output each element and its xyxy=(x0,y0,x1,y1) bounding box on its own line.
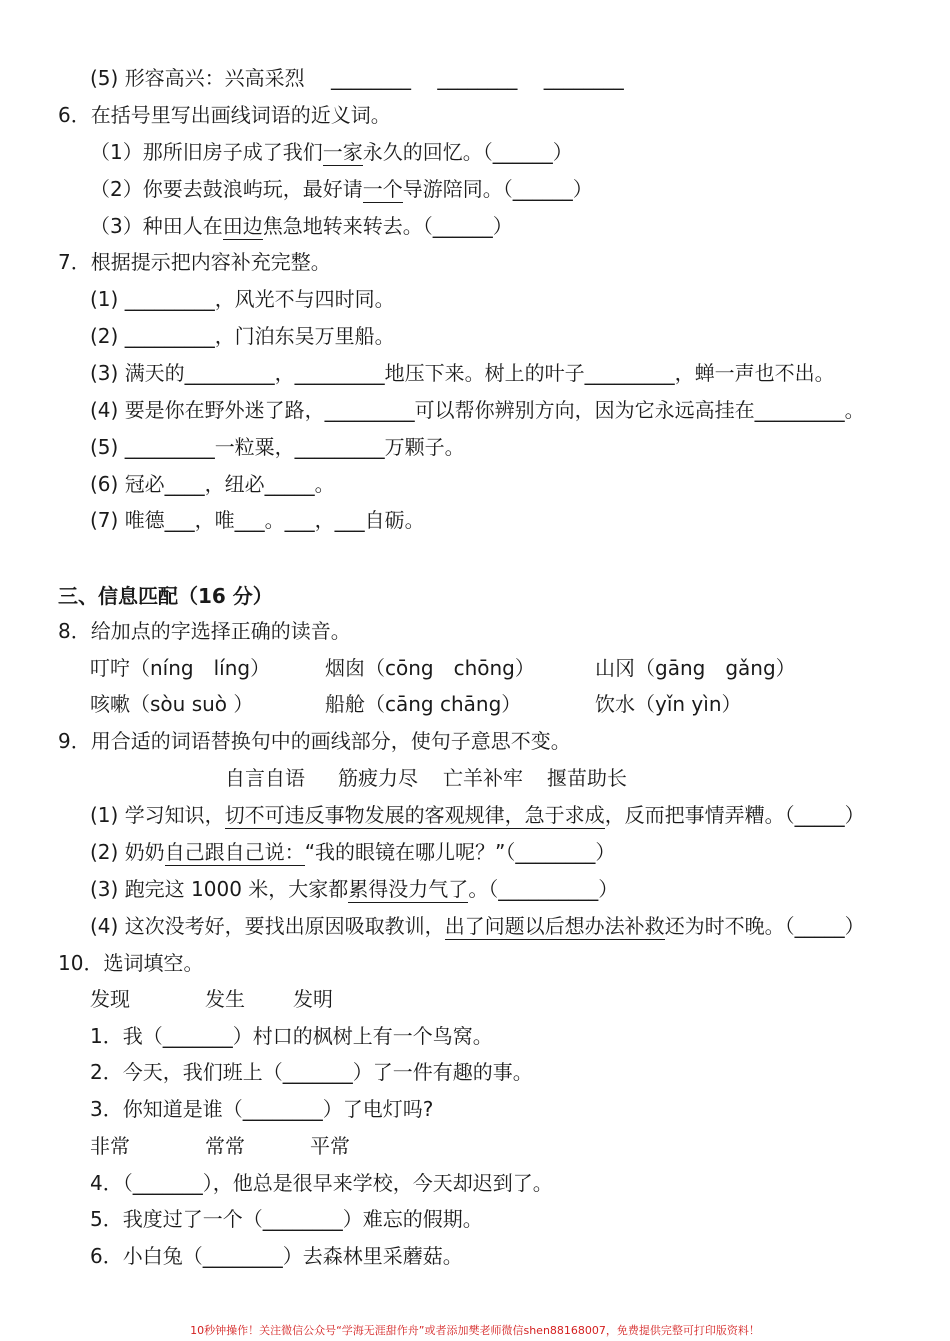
q6-item-2-underlined: 一个 xyxy=(362,177,403,201)
q9-word-1: 自言自语 xyxy=(225,766,305,790)
q10-group2-word-2: 常常 xyxy=(205,1134,245,1158)
q8-row2-item-1: 咳嗽（sòu suò ） xyxy=(90,692,254,716)
q6-item-1-underlined: 一家 xyxy=(322,140,363,164)
q9-item-3-underlined: 累得没力气了 xyxy=(348,877,469,901)
q10-item-2: 2．今天，我们班上（_______）了一件有趣的事。 xyxy=(90,1060,533,1084)
q9-item-3-suffix: 。（__________） xyxy=(468,877,619,901)
q7-item-2: (2) _________，门泊东吴万里船。 xyxy=(90,324,395,348)
q6-item-3-suffix: 焦急地转来转去。（______） xyxy=(262,214,513,238)
q6-item-2 xyxy=(90,177,593,201)
footer-promo: 10秒钟操作！关注微信公众号“学海无涯甜作舟”或者添加樊老师微信shen88168007，免费提供完整可打印版资料！ xyxy=(190,1324,760,1337)
q9-item-1 xyxy=(90,803,865,827)
q10-item-3: 3．你知道是谁（________）了电灯吗? xyxy=(90,1097,434,1121)
q7-item-7: (7) 唯德___，唯___。___，___自砺。 xyxy=(90,508,425,532)
q10-title: 10．选词填空。 xyxy=(58,951,204,975)
q6-item-3-prefix: （3）种田人在 xyxy=(90,214,223,238)
q10-group1-word-2: 发生 xyxy=(205,987,245,1011)
q10-group1-word-1: 发现 xyxy=(90,987,130,1011)
q10-item-5: 5．我度过了一个（________）难忘的假期。 xyxy=(90,1207,483,1231)
q8-title: 8．给加点的字选择正确的读音。 xyxy=(58,619,351,643)
q10-item-6: 6．小白兔（________）去森林里采蘑菇。 xyxy=(90,1244,463,1268)
q6-item-1-suffix: 永久的回忆。（______） xyxy=(362,140,573,164)
q8-row2-item-3: 饮水（yǐn yìn） xyxy=(595,692,742,716)
q9-item-4-prefix: (4) 这次没考好，要找出原因吸取教训， xyxy=(90,914,445,938)
q9-item-4 xyxy=(90,914,865,938)
q8-row2-item-2: 船舱（cāng chāng） xyxy=(325,692,522,716)
q9-item-1-underlined: 切不可违反事物发展的客观规律，急于求成 xyxy=(224,803,605,827)
q9-item-2-underlined: 自己跟自己说： xyxy=(164,840,305,864)
q9-item-1-prefix: (1) 学习知识， xyxy=(90,803,225,827)
q10-group2-word-3: 平常 xyxy=(310,1134,350,1158)
q9-word-2: 筋疲力尽 xyxy=(338,766,418,790)
q6-item-2-prefix: （2）你要去鼓浪屿玩，最好请 xyxy=(90,177,363,201)
q9-item-4-suffix: 还为时不晚。（_____） xyxy=(664,914,865,938)
q9-item-2-prefix: (2) 奶奶 xyxy=(90,840,165,864)
q10-group1-word-3: 发明 xyxy=(293,987,333,1011)
q7-item-4: (4) 要是你在野外迷了路，_________可以帮你辨别方向，因为它永远高挂在_________。 xyxy=(90,398,865,422)
q8-row1-item-2: 烟囱（cōng chōng） xyxy=(325,656,535,680)
q9-item-2 xyxy=(90,840,615,864)
q9-item-2-suffix: “我的眼镜在哪儿呢？”（________） xyxy=(304,840,616,864)
q6-item-2-suffix: 导游陪同。（______） xyxy=(402,177,593,201)
q8-row1-item-1: 叮咛（níng líng） xyxy=(90,656,271,680)
q6-item-1 xyxy=(90,140,573,164)
q6-item-3 xyxy=(90,214,513,238)
q9-item-3-prefix: (3) 跑完这 1000 米，大家都 xyxy=(90,877,349,901)
q10-group2-word-1: 非常 xyxy=(90,1134,130,1158)
q6-title: 6．在括号里写出画线词语的近义词。 xyxy=(58,103,391,127)
q9-item-1-suffix: ，反而把事情弄糟。（_____） xyxy=(604,803,865,827)
q9-word-4: 揠苗助长 xyxy=(547,766,627,790)
q7-item-3: (3) 满天的_________，_________地压下来。树上的叶子_________，蝉一声也不出。 xyxy=(90,361,835,385)
q7-item-5: (5) _________一粒粟，_________万颗子。 xyxy=(90,435,465,459)
q9-title: 9．用合适的词语替换句中的画线部分，使句子意思不变。 xyxy=(58,729,571,753)
q9-item-3 xyxy=(90,877,618,901)
q10-item-1: 1．我（_______）村口的枫树上有一个鸟窝。 xyxy=(90,1024,493,1048)
q10-item-4: 4．（_______），他总是很早来学校，今天却迟到了。 xyxy=(90,1171,553,1195)
q7-item-6: (6) 冠必____，纽必_____。 xyxy=(90,472,335,496)
section-3-title: 三、信息匹配（16 分） xyxy=(58,584,273,608)
q9-word-3: 亡羊补牢 xyxy=(443,766,523,790)
q6-item-1-prefix: （1）那所旧房子成了我们 xyxy=(90,140,323,164)
q5-item-5: (5) 形容高兴：兴高采烈 ________ ________ ________ xyxy=(90,66,624,90)
q8-row1-item-3: 山冈（gāng gǎng） xyxy=(595,656,796,680)
q7-title: 7．根据提示把内容补充完整。 xyxy=(58,250,331,274)
q6-item-3-underlined: 田边 xyxy=(222,214,263,238)
q9-item-4-underlined: 出了问题以后想办法补救 xyxy=(444,914,665,938)
q7-item-1: (1) _________，风光不与四时同。 xyxy=(90,287,395,311)
